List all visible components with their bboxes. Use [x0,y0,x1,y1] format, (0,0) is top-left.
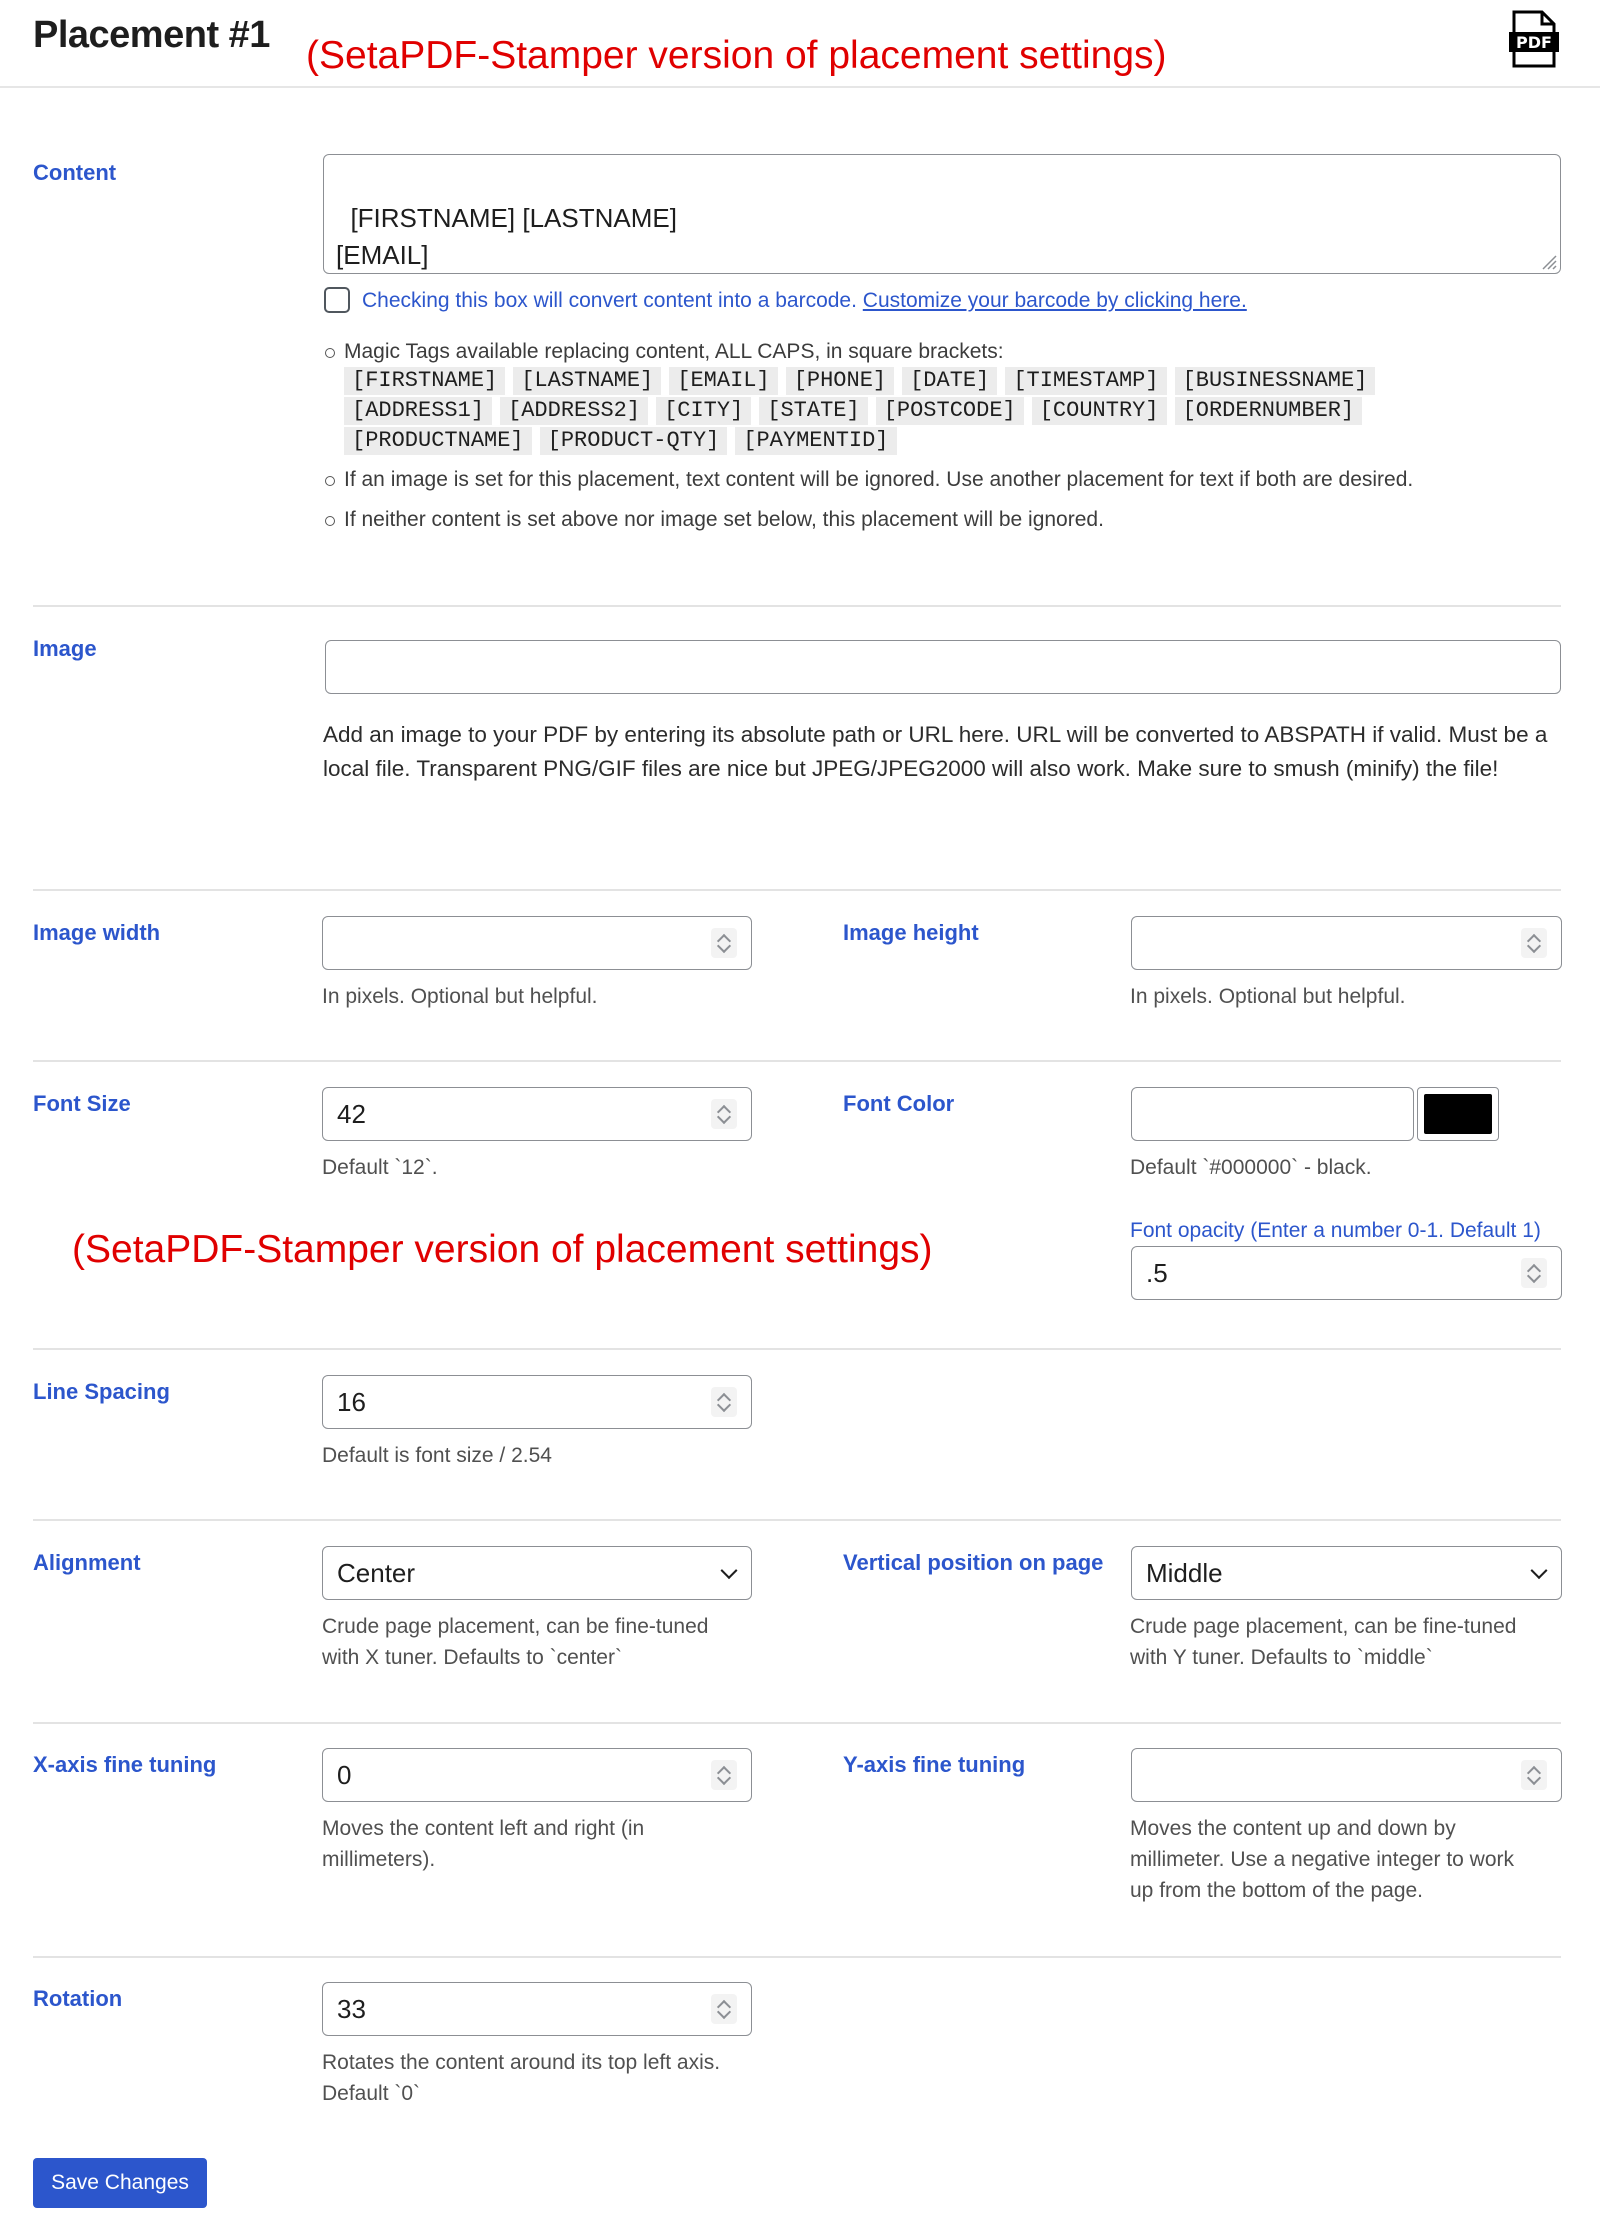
font-opacity-label: Font opacity (Enter a number 0-1. Default 1) [1130,1219,1541,1242]
font-opacity-value[interactable]: .5 [1146,1257,1168,1288]
bullet-icon [325,348,335,358]
x-tuning-input[interactable] [322,1748,752,1802]
magic-tag: [STATE] [759,397,867,425]
divider [33,1722,1561,1724]
rotation-help-line: Default `0` [322,2082,421,2105]
alignment-help-line: Crude page placement, can be fine-tuned [322,1615,709,1638]
magic-tag: [PAYMENTID] [735,427,896,455]
magic-tag: [POSTCODE] [876,397,1024,425]
divider [33,1519,1561,1521]
alignment-help [322,1611,708,1673]
line-spacing-help: Default is font size / 2.54 [322,1444,552,1467]
divider [33,889,1561,891]
image-input[interactable] [325,640,1561,694]
y-tuning-input[interactable] [1131,1748,1562,1802]
y-tuning-help-line: millimeter. Use a negative integer to work [1130,1848,1514,1871]
barcode-text: Checking this box will convert content into a barcode. [362,289,857,312]
font-size-input[interactable] [322,1087,752,1141]
content-textarea[interactable] [323,154,1561,274]
x-tuning-help-line: Moves the content left and right (in [322,1817,645,1840]
image-override-note: If an image is set for this placement, text content will be ignored. Use another placement for text if both are desired. [344,468,1414,491]
vertical-value[interactable]: Middle [1146,1557,1223,1588]
stepper-icon[interactable] [1521,928,1547,958]
y-tuning-help [1130,1813,1514,1906]
alignment-help-line: with X tuner. Defaults to `center` [322,1646,622,1669]
bullet-icon [325,476,335,486]
image-width-label: Image width [33,920,161,945]
y-tuning-help-line: Moves the content up and down by [1130,1817,1456,1840]
stepper-icon[interactable] [711,928,737,958]
content-value[interactable]: [FIRSTNAME] [LASTNAME] [EMAIL] [336,203,677,270]
save-changes-button[interactable]: Save Changes [33,2158,207,2208]
divider [33,1060,1561,1062]
font-color-label: Font Color [843,1091,955,1116]
vertical-select[interactable] [1131,1546,1562,1600]
rotation-help [322,2047,720,2109]
x-tuning-help [322,1813,644,1875]
magic-tag: [TIMESTAMP] [1005,367,1166,395]
font-color-input[interactable] [1131,1087,1414,1141]
x-tuning-help-line: millimeters). [322,1848,436,1871]
image-width-help: In pixels. Optional but helpful. [322,985,598,1008]
image-label: Image [33,636,97,661]
customize-barcode-link[interactable]: Customize your barcode by clicking here. [862,289,1247,312]
vertical-help-line: with Y tuner. Defaults to `middle` [1130,1646,1433,1669]
barcode-description [362,289,1247,313]
image-width-input[interactable] [322,916,752,970]
image-height-label: Image height [843,920,979,945]
magic-tag: [COUNTRY] [1032,397,1167,425]
mid-note: (SetaPDF-Stamper version of placement settings) [72,1228,933,1271]
x-tuning-value[interactable]: 0 [337,1759,352,1790]
font-color-help: Default `#000000` - black. [1130,1156,1372,1179]
y-tuning-label: Y-axis fine tuning [843,1752,1026,1777]
line-spacing-value[interactable]: 16 [337,1386,366,1417]
chevron-down-icon[interactable] [1531,1562,1548,1579]
font-size-label: Font Size [33,1091,131,1116]
font-opacity-input[interactable] [1131,1246,1562,1300]
magic-tag: [FIRSTNAME] [344,367,505,395]
magic-tag: [ADDRESS2] [500,397,648,425]
content-label: Content [33,160,117,185]
bullet-icon [325,516,335,526]
pdf-icon-text: PDF [1516,33,1552,52]
magic-tag: [LASTNAME] [513,367,661,395]
page-header [0,0,1600,88]
magic-tag: [ORDERNUMBER] [1175,397,1363,425]
resize-handle-icon[interactable] [1539,252,1557,270]
alignment-select[interactable] [322,1546,752,1600]
color-swatch-fill [1424,1094,1492,1134]
stepper-icon[interactable] [711,1994,737,2024]
x-tuning-label: X-axis fine tuning [33,1752,217,1777]
rotation-label: Rotation [33,1986,123,2011]
y-tuning-help-line: up from the bottom of the page. [1130,1879,1424,1902]
rotation-help-line: Rotates the content around its top left axis. [322,2051,721,2074]
magic-tag: [PRODUCT-QTY] [540,427,728,455]
stepper-icon[interactable] [711,1099,737,1129]
magic-tag: [BUSINESSNAME] [1175,367,1376,395]
font-size-help: Default `12`. [322,1156,438,1179]
color-swatch[interactable] [1417,1087,1499,1141]
magic-tags-intro: Magic Tags available replacing content, ALL CAPS, in square brackets: [344,340,1004,363]
image-height-input[interactable] [1131,916,1562,970]
image-height-help: In pixels. Optional but helpful. [1130,985,1406,1008]
vertical-label: Vertical position on page [843,1550,1104,1575]
magic-tag: [PRODUCTNAME] [344,427,532,455]
magic-tag: [EMAIL] [669,367,777,395]
font-size-value[interactable]: 42 [337,1098,366,1129]
vertical-help-line: Crude page placement, can be fine-tuned [1130,1615,1517,1638]
divider [33,1956,1561,1958]
barcode-checkbox[interactable] [324,287,350,313]
header-note: (SetaPDF-Stamper version of placement settings) [306,34,1167,77]
magic-tag: [ADDRESS1] [344,397,492,425]
stepper-icon[interactable] [1521,1258,1547,1288]
line-spacing-input[interactable] [322,1375,752,1429]
pdf-file-icon[interactable] [1508,10,1560,68]
chevron-down-icon[interactable] [721,1562,738,1579]
magic-tag: [PHONE] [786,367,894,395]
magic-tag: [CITY] [656,397,751,425]
divider [33,1348,1561,1350]
line-spacing-label: Line Spacing [33,1379,170,1404]
image-description: Add an image to your PDF by entering its absolute path or URL here. URL will be converted to ABSPATH if valid. Must be a local file. Transparent PNG/GIF files are nice but JPEG/JPEG2000 will also work. Make sure to smush (minify) the file! [323,722,1548,781]
stepper-icon[interactable] [1521,1760,1547,1790]
stepper-icon[interactable] [711,1760,737,1790]
stepper-icon[interactable] [711,1387,737,1417]
divider [33,605,1561,607]
page-title: Placement #1 [33,14,270,56]
alignment-value[interactable]: Center [337,1557,416,1588]
magic-tags-list [344,366,1524,456]
vertical-help [1130,1611,1516,1673]
alignment-label: Alignment [33,1550,141,1575]
rotation-value[interactable]: 33 [337,1993,366,2024]
magic-tag: [DATE] [902,367,997,395]
empty-placement-note: If neither content is set above nor image set below, this placement will be ignored. [344,508,1104,531]
rotation-input[interactable] [322,1982,752,2036]
